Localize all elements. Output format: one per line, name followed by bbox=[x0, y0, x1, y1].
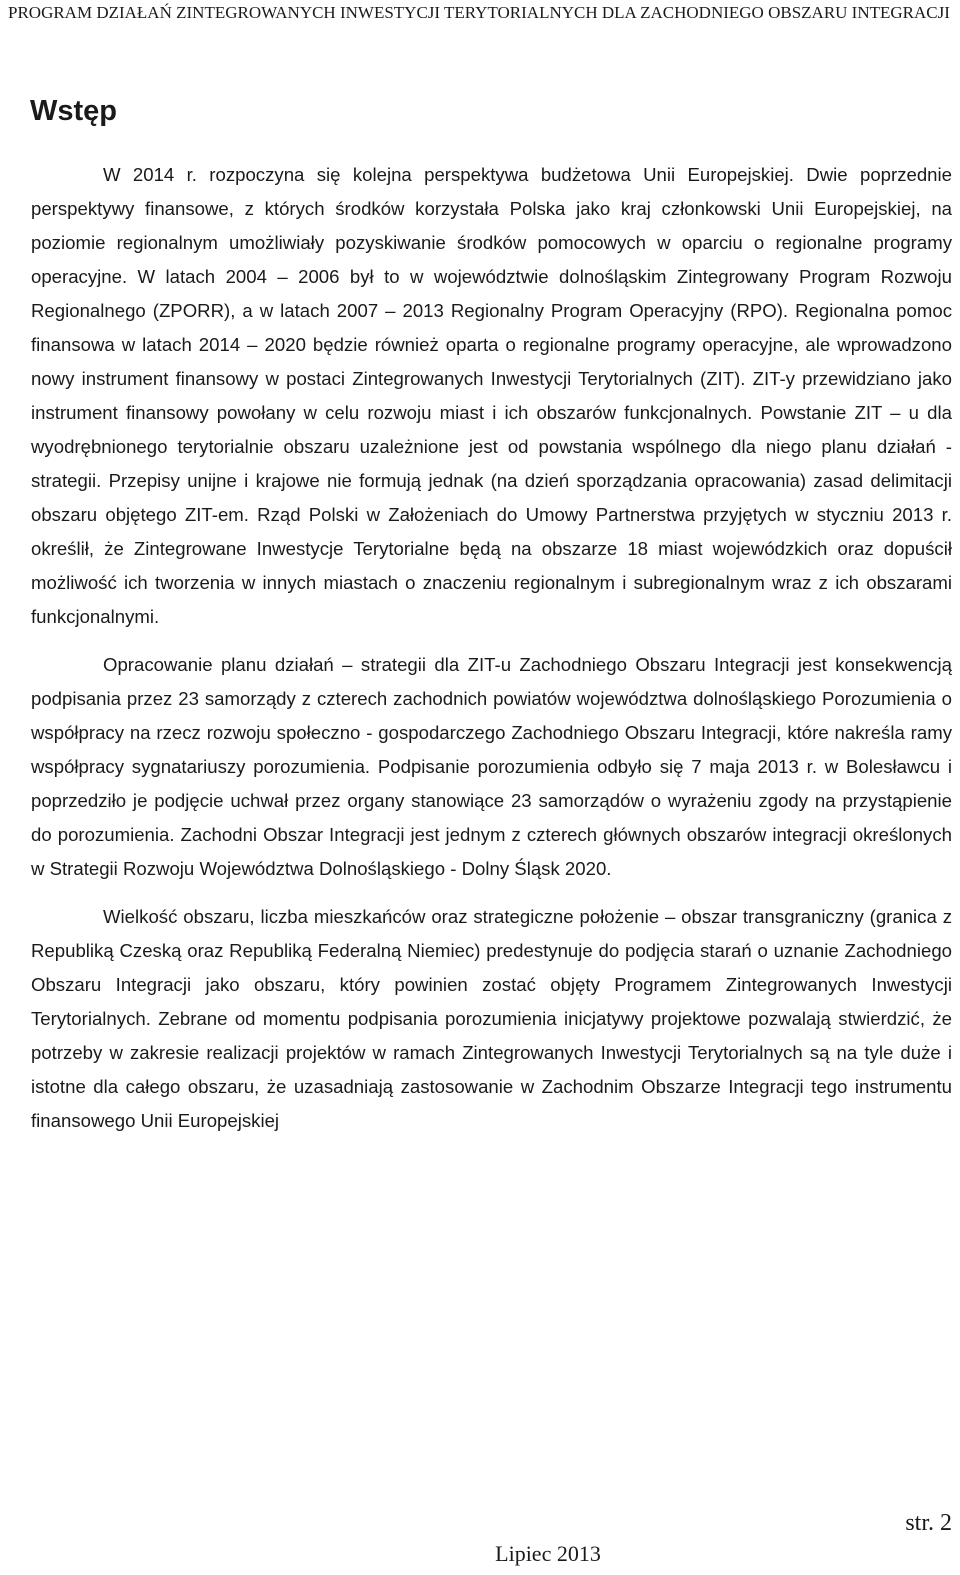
paragraph-2: Opracowanie planu działań – strategii dla ZIT-u Zachodniego Obszaru Integracji jest konsekwencją podpisania przez 23 samorządy z czterech zachodnich powiatów województwa dolnośląskiego Porozumienia o współpracy na rzecz rozwoju społeczno - gospodarczego Zachodniego Obszaru Integracji, które nakreśla ramy współpracy sygnatariuszy porozumienia. Podpisanie porozumienia odbyło się 7 maja 2013 r. w Bolesławcu i poprzedziło je podjęcie uchwał przez organy stanowiące 23 samorządów o wyrażeniu zgody na przystąpienie do porozumienia. Zachodni Obszar Integracji jest jednym z czterech głównych obszarów integracji określonych w Strategii Rozwoju Województwa Dolnośląskiego - Dolny Śląsk 2020. bbox=[31, 654, 952, 879]
page-number: str. 2 bbox=[905, 1510, 952, 1536]
body-text bbox=[31, 158, 952, 1152]
paragraph-1: W 2014 r. rozpoczyna się kolejna perspektywa budżetowa Unii Europejskiej. Dwie poprzednie perspektywy finansowe, z których środków korzystała Polska jako kraj członkowski Unii Europejskiej, na poziomie regionalnym umożliwiały pozyskiwanie środków pomocowych w oparciu o regionalne programy operacyjne. W latach 2004 – 2006 był to w województwie dolnośląskim Zintegrowany Program Rozwoju Regionalnego (ZPORR), a w latach 2007 – 2013 Regionalny Program Operacyjny (RPO). Regionalna pomoc finansowa w latach 2014 – 2020 będzie również oparta o regionalne programy operacyjne, ale wprowadzono nowy instrument finansowy w postaci Zintegrowanych Inwestycji Terytorialnych (ZIT). ZIT-y przewidziano jako instrument finansowy powołany w celu rozwoju miast i ich obszarów funkcjonalnych. Powstanie ZIT – u dla wyodrębnionego terytorialnie obszaru uzależnione jest od powstania wspólnego dla niego planu działań - strategii. Przepisy unijne i krajowe nie formują jednak (na dzień sporządzania opracowania) zasad delimitacji obszaru objętego ZIT-em. Rząd Polski w Założeniach do Umowy Partnerstwa przyjętych w styczniu 2013 r. określił, że Zintegrowane Inwestycje Terytorialne będą na obszarze 18 miast wojewódzkich oraz dopuścił możliwość ich tworzenia w innych miastach o znaczeniu regionalnym i subregionalnym wraz z ich obszarami funkcjonalnymi. bbox=[31, 164, 952, 627]
running-header: PROGRAM DZIAŁAŃ ZINTEGROWANYCH INWESTYCJI TERYTORIALNYCH DLA ZACHODNIEGO OBSZARU INTEGRACJI bbox=[8, 3, 950, 22]
section-title: Wstęp bbox=[30, 95, 117, 127]
paragraph-3: Wielkość obszaru, liczba mieszkańców oraz strategiczne położenie – obszar transgraniczny (granica z Republiką Czeską oraz Republiką Federalną Niemiec) predestynuje do podjęcia starań o uznanie Zachodniego Obszaru Integracji jako obszaru, który powinien zostać objęty Programem Zintegrowanych Inwestycji Terytorialnych. Zebrane od momentu podpisania porozumienia inicjatywy projektowe pozwalają stwierdzić, że potrzeby w zakresie realizacji projektów w ramach Zintegrowanych Inwestycji Terytorialnych są na tyle duże i istotne dla całego obszaru, że uzasadniają zastosowanie w Zachodnim Obszarze Integracji tego instrumentu finansowego Unii Europejskiej bbox=[31, 906, 952, 1131]
footer-date: Lipiec 2013 bbox=[495, 1541, 601, 1566]
